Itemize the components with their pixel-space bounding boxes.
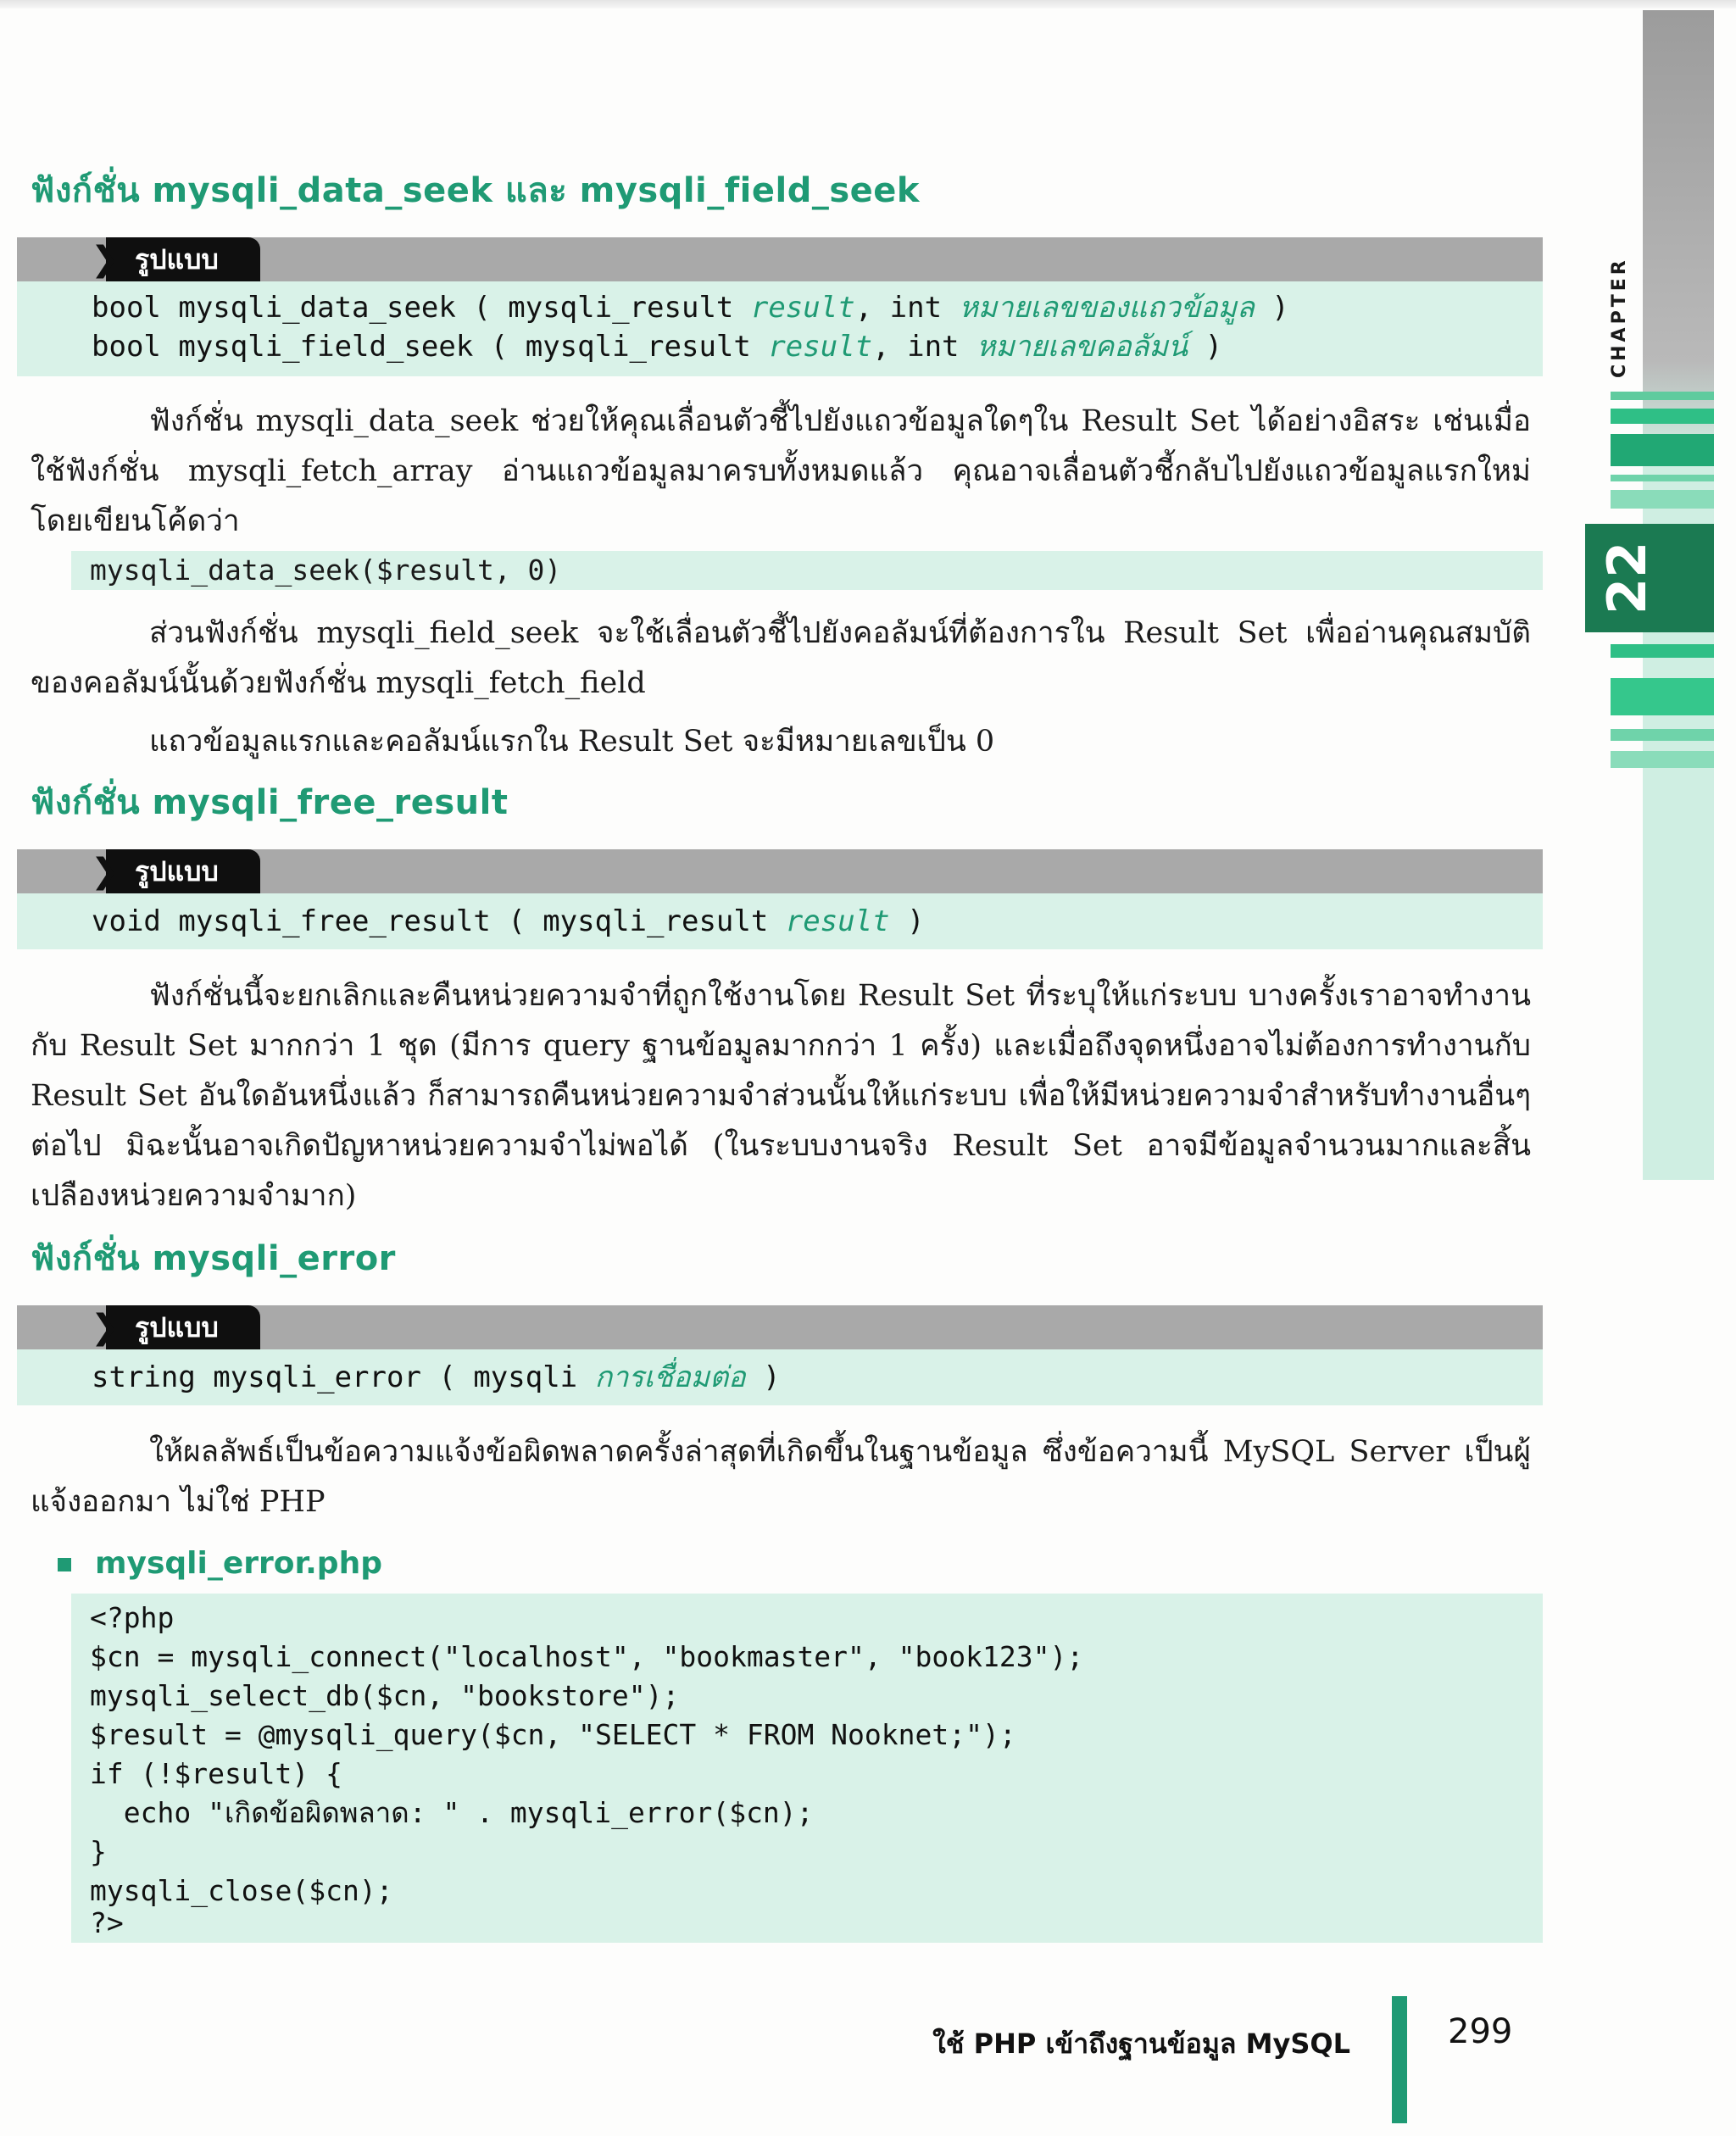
sidebar-stripe xyxy=(1611,434,1714,466)
syntax-bar xyxy=(17,237,1543,281)
footer-book-title: ใช้ PHP เข้าถึงฐานข้อมูล MySQL xyxy=(932,2028,1350,2060)
code-line: mysqli_close($cn); xyxy=(90,1874,393,1907)
body-paragraph xyxy=(31,971,1531,1221)
syntax-param: result xyxy=(750,291,855,325)
body-paragraph xyxy=(31,717,1531,767)
syntax-line xyxy=(92,1358,781,1397)
section-heading-free-result: ฟังก์ชั่น mysqli_free_result xyxy=(31,783,509,822)
body-paragraph xyxy=(31,397,1531,547)
syntax-label: รูปแบบ xyxy=(135,855,219,887)
code-line: $cn = mysqli_connect("localhost", "bookmaster", "book123"); xyxy=(90,1640,1084,1673)
square-bullet-icon xyxy=(58,1558,71,1571)
chevron-right-icon: ❯ xyxy=(91,852,120,891)
syntax-param: การเชื่อมต่อ xyxy=(594,1360,746,1394)
syntax-tag xyxy=(91,849,260,893)
syntax-text: string mysqli_error ( mysqli xyxy=(92,1360,595,1394)
sidebar-stripe xyxy=(1611,490,1714,509)
paragraph-text: ให้ผลลัพธ์เป็นข้อความแจ้งข้อผิดพลาดครั้งล่าสุดที่เกิดขึ้นในฐานข้อมูล ซึ่งข้อความนี้ MySQL Server เป็นผู้แจ้งออกมา ไม่ใช่ PHP xyxy=(31,1435,1531,1519)
paragraph-text: ฟังก์ชั่นนี้จะยกเลิกและคืนหน่วยความจำที่ถูกใช้งานโดย Result Set ที่ระบุให้แก่ระบบ บางครั้งเราอาจทำงานกับ Result Set มากกว่า 1 ชุด (มีการ query ฐานข้อมูลมากกว่า 1 ครั้ง) และเมื่อถึงจุดหนึ่งอาจไม่ต้องการทำงานกับ Result Set อันใดอันหนึ่งแล้ว ก็สามารถคืนหน่วยความจำส่วนนั้นให้แก่ระบบ เพื่อให้มีหน่วยความจำสำหรับทำงานอื่นๆต่อไป มิฉะนั้นอาจเกิดปัญหาหน่วยความจำไม่พอได้ (ในระบบงานจริง Result Set อาจมีข้อมูลจำนวนมากและสิ้นเปลืองหน่วยความจำมาก) xyxy=(31,979,1531,1213)
code-line: echo "เกิดข้อผิดพลาด: " . mysqli_error($cn); xyxy=(90,1796,814,1829)
syntax-tag xyxy=(91,237,260,281)
syntax-param: result xyxy=(785,904,890,938)
syntax-label: รูปแบบ xyxy=(135,243,219,275)
inline-code-snippet: mysqli_data_seek($result, 0) xyxy=(71,551,1543,590)
syntax-text: ) xyxy=(1188,330,1223,364)
syntax-param: result xyxy=(768,330,873,364)
file-name: mysqli_error.php xyxy=(95,1546,382,1581)
code-line: mysqli_select_db($cn, "bookstore"); xyxy=(90,1679,680,1712)
sidebar-stripe xyxy=(1611,644,1714,658)
syntax-bar xyxy=(17,849,1543,893)
syntax-text: void mysqli_free_result ( mysqli_result xyxy=(92,904,786,938)
chapter-label: CHAPTER xyxy=(1609,257,1630,379)
page-number: 299 xyxy=(1448,2012,1513,2051)
syntax-line xyxy=(92,902,925,941)
paragraph-text: ส่วนฟังก์ชั่น mysqli_field_seek จะใช้เลื่อนตัวชี้ไปยังคอลัมน์ที่ต้องการใน Result Set เพื่ออ่านคุณสมบัติของคอลัมน์นั้นด้วยฟังก์ชั่น mysqli_fetch_field xyxy=(31,616,1531,700)
section-heading-data-seek: ฟังก์ชั่น mysqli_data_seek และ mysqli_field_seek xyxy=(31,171,921,210)
syntax-box xyxy=(17,281,1543,376)
sidebar-stripe xyxy=(1611,678,1714,715)
sidebar-stripe xyxy=(1611,409,1714,424)
body-paragraph xyxy=(31,609,1531,709)
syntax-text: bool mysqli_field_seek ( mysqli_result xyxy=(92,330,769,364)
sidebar-stripe xyxy=(1611,751,1714,768)
code-block xyxy=(71,1594,1543,1943)
syntax-text: , int xyxy=(872,330,976,364)
sidebar-stripe xyxy=(1611,475,1714,481)
chevron-right-icon: ❯ xyxy=(91,1308,120,1347)
page-top-edge xyxy=(0,0,1736,8)
syntax-text: ) xyxy=(889,904,925,938)
syntax-text: , int xyxy=(854,291,960,325)
code-line: $result = @mysqli_query($cn, "SELECT * FROM Nooknet;"); xyxy=(90,1718,1016,1751)
sidebar-stripe xyxy=(1611,392,1714,400)
syntax-text: bool mysqli_data_seek ( mysqli_result xyxy=(92,291,751,325)
section-heading-error: ฟังก์ชั่น mysqli_error xyxy=(31,1239,396,1278)
code-line: <?php xyxy=(90,1601,175,1634)
syntax-param: หมายเลขของแถวข้อมูล xyxy=(959,291,1255,325)
syntax-box xyxy=(17,1349,1543,1405)
paragraph-text: ฟังก์ชั่น mysqli_data_seek ช่วยให้คุณเลื่อนตัวชี้ไปยังแถวข้อมูลใดๆใน Result Set ได้อย่างอิสระ เช่นเมื่อใช้ฟังก์ชั่น mysqli_fetch_array อ่านแถวข้อมูลมาครบทั้งหมดแล้ว คุณอาจเลื่อนตัวชี้กลับไปยังแถวข้อมูลแรกใหม่ โดยเขียนโค้ดว่า xyxy=(31,404,1531,538)
code-line: if (!$result) { xyxy=(90,1757,343,1790)
syntax-line xyxy=(92,288,1289,327)
syntax-text: ) xyxy=(745,1360,781,1394)
paragraph-text: แถวข้อมูลแรกและคอลัมน์แรกใน Result Set จะมีหมายเลขเป็น 0 xyxy=(149,725,995,759)
sidebar-stripe xyxy=(1611,729,1714,741)
chevron-right-icon: ❯ xyxy=(91,240,120,279)
body-paragraph xyxy=(31,1427,1531,1527)
footer-divider xyxy=(1392,1996,1407,2123)
syntax-tag xyxy=(91,1305,260,1349)
code-file-label xyxy=(58,1544,382,1583)
syntax-text: ) xyxy=(1254,291,1289,325)
syntax-param: หมายเลขคอลัมน์ xyxy=(976,330,1188,364)
chapter-number: 22 xyxy=(1596,541,1658,615)
code-line: ?> xyxy=(90,1906,124,1939)
code-line: } xyxy=(90,1835,107,1868)
syntax-line xyxy=(92,327,1222,366)
syntax-label: รูปแบบ xyxy=(135,1311,219,1343)
syntax-bar xyxy=(17,1305,1543,1349)
syntax-box xyxy=(17,893,1543,949)
